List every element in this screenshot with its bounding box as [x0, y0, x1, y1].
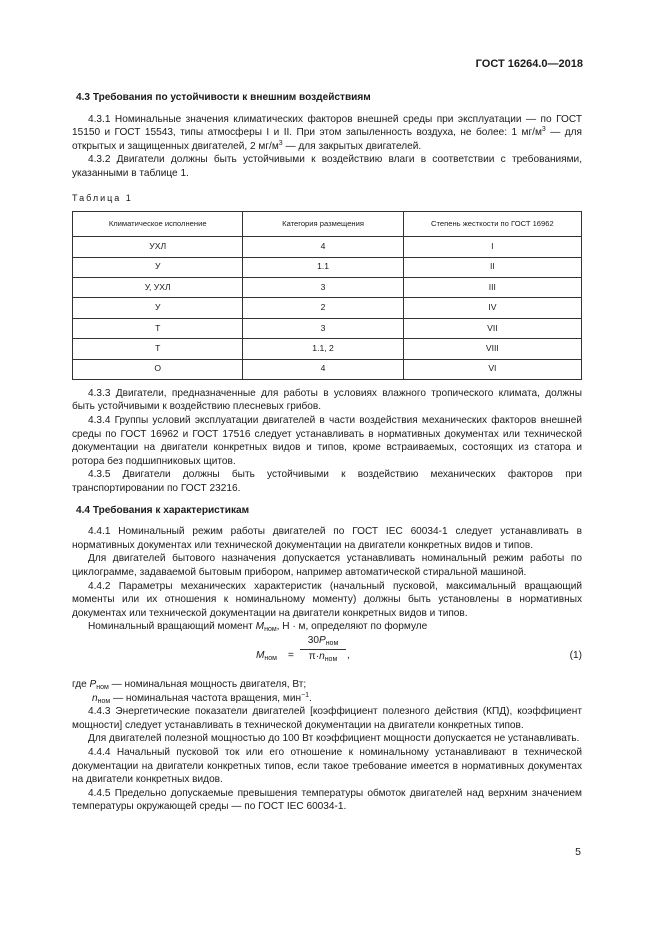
- paragraph-4-4-4: 4.4.4 Начальный пусковой ток или его отношение к номинальному устанавливают в технической документации на двигатели конкретных типов, если такое требование имеется в нормативных документах на двигатели конкретных видов.: [72, 746, 582, 786]
- table-cell: Т: [73, 318, 243, 338]
- paragraph-4-3-3: 4.3.3 Двигатели, предназначенные для работы в условиях влажного тропического климата, должны быть устойчивыми к воздействию плесневых грибов.: [72, 387, 582, 413]
- formula-lhs: $M_{ном}$: [256, 649, 277, 662]
- table-cell: I: [403, 237, 581, 257]
- formula-1: [72, 634, 582, 678]
- table-cell: 1.1, 2: [243, 339, 403, 359]
- section-4-3-title: 4.3 Требования по устойчивости к внешним воздействиям: [76, 92, 371, 103]
- table-cell: У, УХЛ: [73, 277, 243, 297]
- table-cell: У: [73, 257, 243, 277]
- definition-n: $n_{ном}$ — номинальная частота вращения, мин$^{-1}$.: [92, 691, 312, 705]
- paragraph-torque-intro: Номинальный вращающий момент $M_{ном}$, Н · м, определяют по формуле: [88, 621, 428, 634]
- table-cell: Т: [73, 339, 243, 359]
- formula-number: (1): [569, 649, 582, 661]
- table-row: [73, 237, 582, 257]
- table-cell: VIII: [403, 339, 581, 359]
- table-caption: Таблица 1: [72, 192, 133, 203]
- page-content: [72, 91, 582, 814]
- table-cell: 3: [243, 277, 403, 297]
- table-cell: 4: [243, 359, 403, 379]
- table-cell: III: [403, 277, 581, 297]
- document-header: ГОСТ 16264.0—2018: [475, 58, 583, 70]
- paragraph-4-4-1: 4.4.1 Номинальный режим работы двигателей по ГОСТ IEC 60034-1 следует устанавливать в нормативных документах или технической документации на двигатели конкретных видов и типов.: [72, 526, 582, 551]
- paragraph-4-4-5: 4.4.5 Предельно допускаемые превышения температуры обмоток двигателей над верхним значением температуры окружающей среды — по ГОСТ IEC 60034-1.: [72, 787, 582, 813]
- definition-p: где $P_{ном}$ — номинальная мощность двигателя, Вт;: [72, 678, 307, 691]
- formula-numerator: $30P_{ном}$: [300, 634, 346, 650]
- table-row: [73, 298, 582, 318]
- page-number: 5: [575, 846, 581, 858]
- table-cell: У: [73, 298, 243, 318]
- paragraph-4-4-3: 4.4.3 Энергетические показатели двигателей [коэффициент полезного действия (КПД), коэффициент мощности] следует устанавливать в технической документации на двигатели конкретных типов.: [72, 706, 582, 731]
- formula-comma: ,: [347, 649, 350, 661]
- table-cell: IV: [403, 298, 581, 318]
- table-header-cell: Климатическое исполнение: [73, 212, 243, 237]
- table-cell: II: [403, 257, 581, 277]
- paragraph-4-4-2: 4.4.2 Параметры механических характеристик (начальный пусковой, максимальный вращающий моменты или их отношения к номинальному моменту) должны быть установлены в нормативных документах или технической документации на двигатели конкретных видов и типов.: [72, 580, 582, 619]
- table-header-row: [73, 212, 582, 237]
- paragraph-4-4-1-b: Для двигателей бытового назначения допускается устанавливать номинальный режим работы по циклограмме, задаваемой бытовым прибором, например автоматической стиральной машиной.: [72, 553, 582, 579]
- table-1: [72, 211, 582, 380]
- table-cell: 1.1: [243, 257, 403, 277]
- paragraph-4-3-1: 4.3.1 Номинальные значения климатических факторов внешней среды при эксплуатации — по ГОСТ 15150 и ГОСТ 15543, типы атмосферы I и II. При этом запыленность воздуха, не более: 1 $мг/м^3$ — для открытых и защищенных двигателей, 2 $мг/м^3$ — для закрытых двигателей.: [72, 113, 582, 152]
- table-cell: УХЛ: [73, 237, 243, 257]
- table-cell: 3: [243, 318, 403, 338]
- table-cell: VII: [403, 318, 581, 338]
- table-header-cell: Степень жесткости по ГОСТ 16962: [403, 212, 581, 237]
- section-4-4-title: 4.4 Требования к характеристикам: [76, 504, 250, 516]
- table-cell: 2: [243, 298, 403, 318]
- paragraph-4-3-4: 4.3.4 Группы условий эксплуатации двигателей в части воздействия механических факторов внешней среды по ГОСТ 16962 и ГОСТ 17516 следует устанавливать в нормативных документах или технической документации на двигатели конкретных видов и типов, кроме встраиваемых, состоящих из статора и ротора без подшипниковых щитов.: [72, 415, 582, 467]
- table-cell: VI: [403, 359, 581, 379]
- paragraph-4-3-2: 4.3.2 Двигатели должны быть устойчивыми к воздействию влаги в соответствии с требованиями, указанными в таблице 1.: [72, 154, 582, 179]
- formula-fraction: [300, 634, 346, 663]
- formula-denominator: $\pi\cdot n_{ном}$: [308, 650, 338, 663]
- paragraph-4-3-5: 4.3.5 Двигатели должны быть устойчивыми к воздействию механических факторов при транспортировании по ГОСТ 23216.: [72, 469, 582, 495]
- table-row: [73, 277, 582, 297]
- table-row: [73, 257, 582, 277]
- table-cell: 4: [243, 237, 403, 257]
- table-row: [73, 359, 582, 379]
- table-row: [73, 318, 582, 338]
- paragraph-4-4-3-b: Для двигателей полезной мощностью до 100 Вт коэффициент мощности допускается не устанавливать.: [88, 733, 580, 745]
- table-row: [73, 339, 582, 359]
- table-header-cell: Категория размещения: [243, 212, 403, 237]
- table-cell: О: [73, 359, 243, 379]
- formula-equals: =: [288, 649, 294, 661]
